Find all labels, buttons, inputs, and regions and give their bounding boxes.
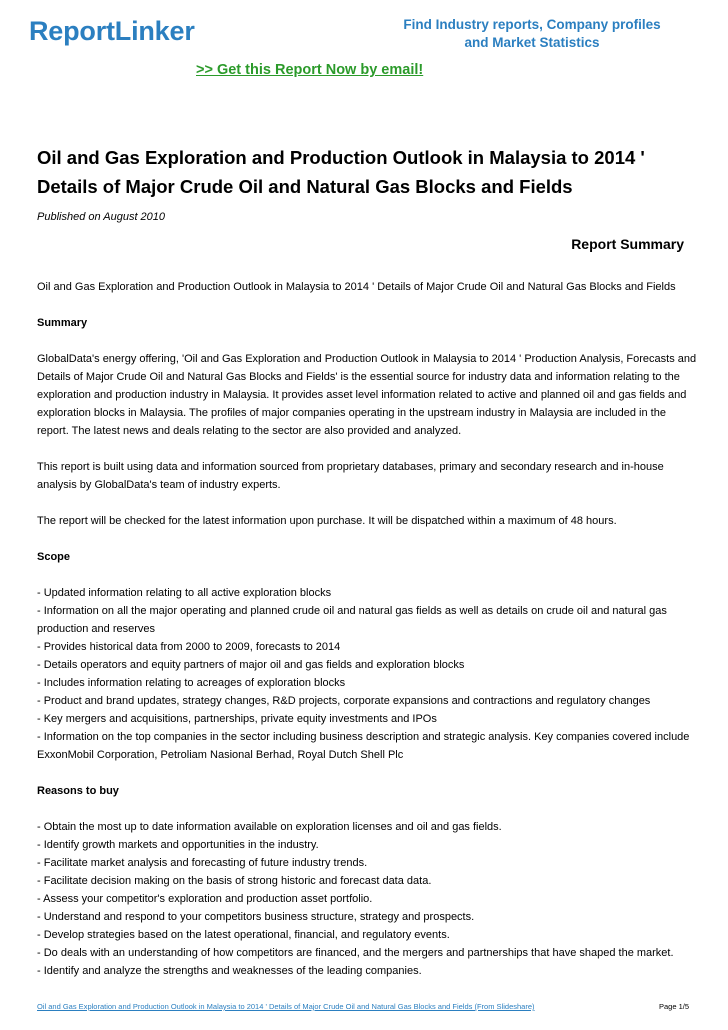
reason-item: - Facilitate decision making on the basis of strong historic and forecast data data. [37,875,432,887]
scope-item: - Information on the top companies in the sector including business description and strategic analysis. Key companies covered include ExxonMobil Corporation, Petroliam Nasional Berhad, Royal Dutch Shell Plc [37,731,690,761]
scope-item: - Updated information relating to all active exploration blocks [37,587,332,599]
footer-source-link[interactable]: Oil and Gas Exploration and Production Outlook in Malaysia to 2014 ' Details of Major Crude Oil and Natural Gas Blocks and Fields (From Slideshare) [37,1002,535,1011]
reason-item: - Develop strategies based on the latest operational, financial, and regulatory events. [37,929,450,941]
scope-item: - Key mergers and acquisitions, partnerships, private equity investments and IPOs [37,713,437,725]
report-summary-heading: Report Summary [571,236,684,252]
tagline [382,16,682,52]
scope-item: - Product and brand updates, strategy changes, R&D projects, corporate expansions and contractions and regulatory changes [37,695,651,707]
summary-paragraph: This report is built using data and information sourced from proprietary databases, primary and secondary research and in-house analysis by GlobalData's team of industry experts. [37,461,664,491]
reportlinker-logo[interactable]: ReportLinker [29,16,195,46]
reason-item: - Obtain the most up to date information available on exploration licenses and oil and gas fields. [37,821,502,833]
reason-item: - Identify growth markets and opportunities in the industry. [37,839,319,851]
scope-item: - Information on all the major operating and planned crude oil and natural gas fields as well as details on crude oil and natural gas production and reserves [37,605,667,635]
page-footer [37,1002,689,1011]
scope-item: - Includes information relating to acreages of exploration blocks [37,677,346,689]
reason-item: - Assess your competitor's exploration and production asset portfolio. [37,893,373,905]
reason-item: - Understand and respond to your competitors business structure, strategy and prospects. [37,911,475,923]
tagline-line-1: Find Industry reports, Company profiles [403,17,661,32]
scope-item: - Provides historical data from 2000 to 2009, forecasts to 2014 [37,641,341,653]
report-body [37,278,697,998]
scope-item: - Details operators and equity partners of major oil and gas fields and exploration blocks [37,659,465,671]
summary-paragraph: GlobalData's energy offering, 'Oil and Gas Exploration and Production Outlook in Malaysia to 2014 ' Production Analysis, Forecasts and Details of Major Crude Oil and Natural Gas Blocks and Fields' is the essential source for industry data and information relating to the exploration and production industry in Malaysia. It provides asset level information related to active and planned oil and gas fields and exploration blocks in Malaysia. The profiles of major companies operating in the upstream industry in Malaysia are included in the report. The latest news and deals relating to the sector are also provided and analyzed. [37,353,697,437]
summary-label: Summary [37,317,88,329]
get-report-link[interactable]: >> Get this Report Now by email! [196,62,424,78]
scope-list [37,584,697,764]
page-number: Page 1/5 [658,1002,689,1011]
reasons-list [37,818,697,980]
page-header [0,0,728,90]
reason-item: - Facilitate market analysis and forecasting of future industry trends. [37,857,368,869]
intro-text: Oil and Gas Exploration and Production Outlook in Malaysia to 2014 ' Details of Major Crude Oil and Natural Gas Blocks and Fields [37,281,676,293]
scope-label: Scope [37,551,71,563]
reasons-label: Reasons to buy [37,785,119,797]
tagline-line-2: and Market Statistics [464,35,600,50]
reason-item: - Identify and analyze the strengths and weaknesses of the leading companies. [37,965,422,977]
report-title: Oil and Gas Exploration and Production Outlook in Malaysia to 2014 ' Details of Major Crude Oil and Natural Gas Blocks and Fields [37,147,645,197]
summary-paragraph: The report will be checked for the latest information upon purchase. It will be dispatched within a maximum of 48 hours. [37,515,617,527]
published-date: Published on August 2010 [37,211,166,223]
reason-item: - Do deals with an understanding of how competitors are financed, and the mergers and partnerships that have shaped the market. [37,947,674,959]
